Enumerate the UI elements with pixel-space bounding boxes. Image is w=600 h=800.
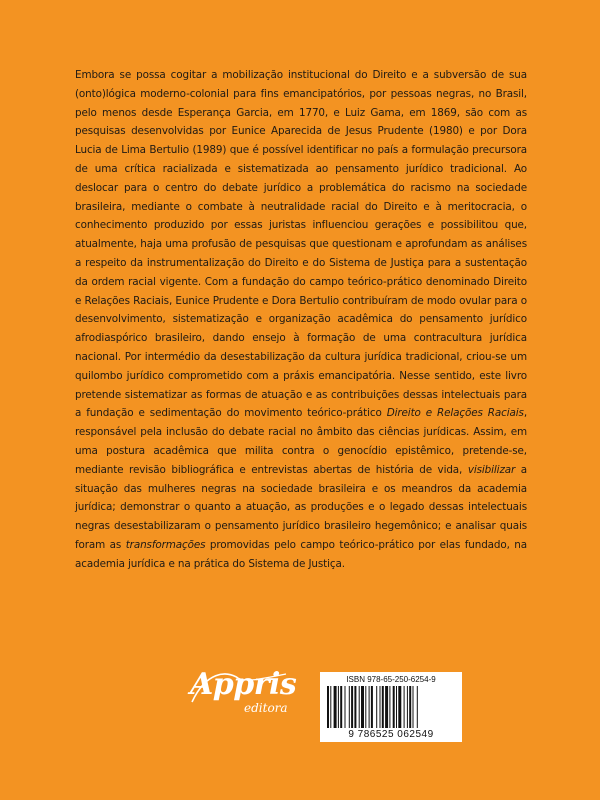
back-cover-blurb	[75, 66, 527, 574]
blurb-text: promovidas pelo campo teórico-prático por elas fundado, na academia jurídica e na prática do Sistema de Justiça.	[75, 538, 528, 570]
barcode-digits: 9 786525 062549	[348, 729, 434, 740]
isbn-barcode	[320, 672, 462, 742]
publisher-logo	[186, 668, 306, 726]
blurb-text: a situação das mulheres negras na sociedade brasileira e os meandros da academia jurídica; demonstrar o quanto a atuação, as produções e o legado dessas intelectuais negras desestabilizaram o pensamento jurídico brasileiro hegemônico; e analisar quais foram as	[75, 463, 527, 551]
blurb-text: Embora se possa cogitar a mobilização institucional do Direito e a subversão de sua (onto)lógica moderno-colonial para fins emancipatórios, por pessoas negras, no Brasil, pelo menos desde Esperança Garcia, em 1770, e Luiz Gama, em 1869, são com as pesquisas desenvolvidas por Eunice Aparecida de Jesus Prudente (1980) e por Dora Lucia de Lima Bertulio (1989) que é possível identificar no país a formulação precursora de uma crítica racializada e sistematizada ao pensamento jurídico tradicional. Ao deslocar para o centro do debate jurídico a problemática do racismo na sociedade brasileira, mediante o combate à neutralidade racial do Direito e à meritocracia, o conhecimento produzido por essas juristas influenciou gerações e possibilitou que, atualmente, haja uma profusão de pesquisas que questionam e aprofundam as análises a respeito da instrumentalização do Direito e do Sistema de Justiça para a sustentação da ordem racial vigente. Com a fundação do campo teórico-prático denominado Direito e Relações Raciais, Eunice Prudente e Dora Bertulio contribuíram de modo ovular para o desenvolvimento, sistematização e organização acadêmica do pensamento jurídico afrodiaspórico brasileiro, dando ensejo à formação de uma contracultura jurídica nacional. Por intermédio da desestabilização da cultura jurídica tradicional, criou-se um quilombo jurídico comprometido com a práxis emancipatória. Nesse sentido, este livro pretende sistematizar as formas de atuação e as contribuições dessas intelectuais para a fundação e sedimentação do movimento teórico-prático	[75, 69, 527, 420]
blurb-italic-field-name: Direito e Relações Raciais	[386, 407, 524, 420]
blurb-italic-transformacoes: transformações	[125, 538, 206, 551]
blurb-italic-visibilizar: visibilizar	[467, 463, 516, 476]
blurb-text: , responsável pela inclusão do debate racial no âmbito das ciências jurídicas. Assim, em uma postura acadêmica que milita contra o genocídio epistêmico, pretende-se, mediante revisão bibliográfica e entrevistas abertas de história de vida,	[75, 407, 528, 476]
isbn-label: ISBN 978-65-250-6254-9	[346, 675, 436, 684]
barcode-bars-icon	[327, 686, 455, 728]
publisher-subtitle: editora	[244, 701, 288, 715]
blurb-paragraph	[75, 66, 527, 574]
publisher-name: Appris	[190, 667, 297, 702]
